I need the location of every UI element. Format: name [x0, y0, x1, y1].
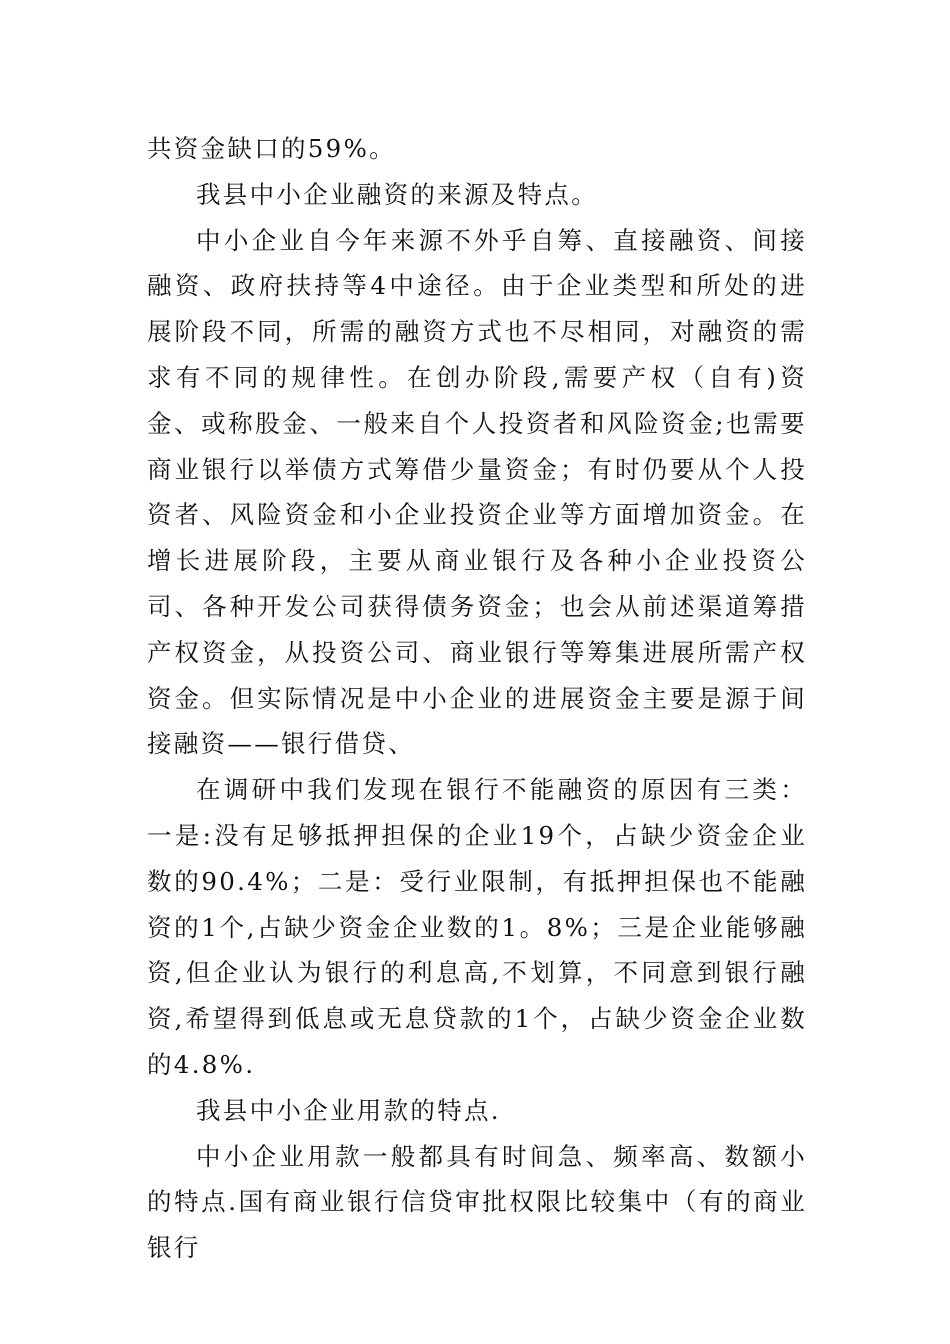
paragraph-5: 我县中小企业用款的特点.	[196, 1095, 501, 1125]
paragraph-3: 中小企业自今年来源不外乎自筹、直接融资、间接融资、政府扶持等4中途径。由于企业类型和所处的进展阶段不同，所需的融资方式也不尽相同，对融资的需求有不同的规律性。在创办阶段,需要产权（自有)资金、或称股金、一般来自个人投资者和风险资金;也需要商业银行以举债方式筹借少量资金；有时仍要从个人投资者、风险资金和小企业投资企业等方面增加资金。在增长进展阶段，主要从商业银行及各种小企业投资公司、各种开发公司获得债务资金；也会从前述渠道筹措产权资金，从投资公司、商业银行等筹集进展所需产权资金。但实际情况是中小企业的进展资金主要是源于间接融资——银行借贷、	[147, 225, 807, 759]
paragraph-1: 共资金缺口的59%。	[147, 134, 396, 163]
paragraph-6: 中小企业用款一般都具有时间急、频率高、数额小的特点.国有商业银行信贷审批权限比较集中（有的商业银行	[147, 1141, 807, 1263]
paragraph-4: 在调研中我们发现在银行不能融资的原因有三类：一是:没有足够抵押担保的企业19个，占缺少资金企业数的90.4%；二是：受行业限制，有抵押担保也不能融资的1个,占缺少资金企业数的1。8%；三是企业能够融资,但企业认为银行的利息高,不划算，不同意到银行融资,希望得到低息或无息贷款的1个，占缺少资金企业数的4.8%.	[147, 775, 807, 1079]
paragraph-2: 我县中小企业融资的来源及特点。	[196, 179, 598, 209]
document-body	[147, 126, 807, 1271]
